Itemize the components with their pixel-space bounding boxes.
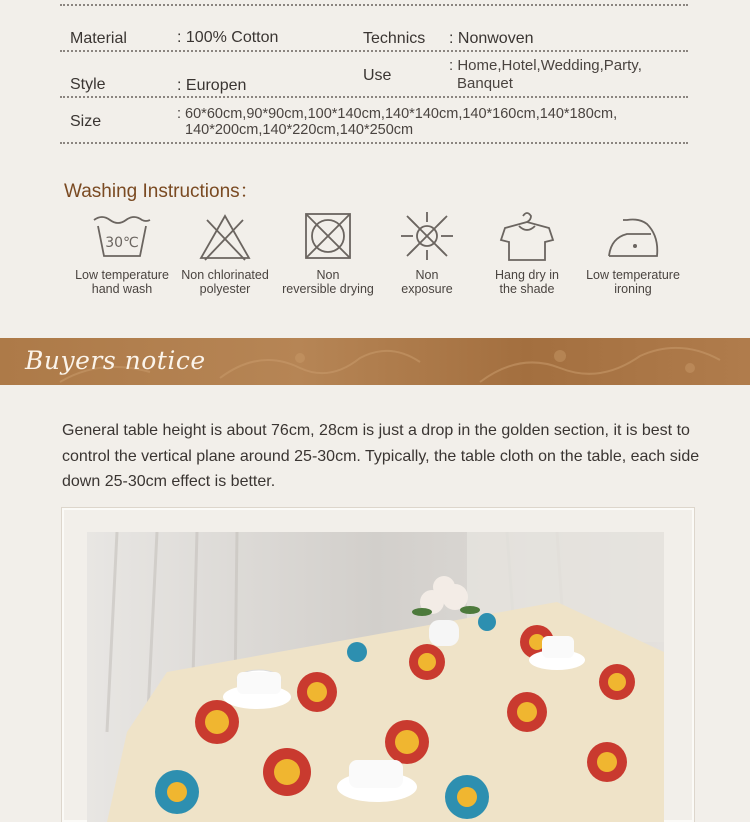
wash-label-line1: Low temperature bbox=[586, 268, 680, 282]
hang-dry-icon bbox=[495, 210, 559, 264]
wash-label bbox=[372, 268, 482, 296]
buyers-notice-banner bbox=[0, 338, 750, 385]
divider bbox=[60, 142, 688, 144]
spec-label-technics: Technics bbox=[363, 30, 426, 47]
spec-value-size-line2: 140*200cm,140*220cm,140*250cm bbox=[185, 122, 414, 138]
banner-title: Buyers notice bbox=[25, 346, 206, 375]
washing-instructions-title: Washing Instructions： bbox=[64, 181, 259, 202]
wash-item bbox=[67, 210, 177, 296]
spec-value-use-line2: Banquet bbox=[457, 75, 513, 92]
wash-item bbox=[578, 210, 688, 296]
no-tumble-dry-icon bbox=[296, 210, 360, 264]
spec-label-use: Use bbox=[363, 67, 392, 84]
wash-label bbox=[273, 268, 383, 296]
wash-label bbox=[578, 268, 688, 296]
tablecloth-illustration bbox=[87, 532, 664, 822]
wash-item bbox=[372, 210, 482, 296]
iron-low-icon bbox=[601, 210, 665, 264]
spec-value-material: : 100% Cotton bbox=[177, 29, 279, 46]
wash-label-line2: ironing bbox=[614, 282, 652, 296]
wash-label-line2: reversible drying bbox=[282, 282, 374, 296]
no-sun-icon bbox=[395, 210, 459, 264]
wash-item bbox=[273, 210, 383, 296]
wash-label bbox=[67, 268, 177, 296]
wash-label-line1: Non chlorinated bbox=[181, 268, 269, 282]
wash-label-line1: Non bbox=[415, 268, 439, 282]
wash-temp-label: 30℃ bbox=[105, 235, 139, 251]
spec-label-style: Style bbox=[70, 76, 106, 93]
wash-item bbox=[170, 210, 280, 296]
wash-label-line2: exposure bbox=[401, 282, 453, 296]
tablecloth-photo bbox=[87, 532, 664, 822]
divider bbox=[60, 4, 688, 6]
wash-label-line2: the shade bbox=[499, 282, 555, 296]
wash-label-line2: hand wash bbox=[91, 282, 153, 296]
wash-label-line2: polyester bbox=[199, 282, 251, 296]
wash-label-line1: Low temperature bbox=[75, 268, 169, 282]
no-bleach-icon bbox=[193, 210, 257, 264]
buyers-notice-text: General table height is about 76cm, 28cm is just a drop in the golden section, it is best to control the vertical plane around 25-30cm. Typically, the table cloth on the table, each side down 25-30cm effect is better. bbox=[62, 422, 700, 490]
wash-label-line1: Hang dry in bbox=[495, 268, 559, 282]
spec-value-size-line1: : 60*60cm,90*90cm,100*140cm,140*140cm,140*160cm,140*180cm, bbox=[177, 106, 618, 122]
spec-label-material: Material bbox=[70, 30, 127, 47]
wash-label bbox=[472, 268, 582, 296]
divider bbox=[60, 50, 688, 52]
wash-label bbox=[170, 268, 280, 296]
divider bbox=[60, 96, 688, 98]
spec-value-technics: : Nonwoven bbox=[449, 30, 534, 47]
spec-label-size: Size bbox=[70, 113, 102, 130]
spec-value-use-line1: : Home,Hotel,Wedding,Party, bbox=[449, 57, 642, 74]
wash-label-line1: Non bbox=[316, 268, 340, 282]
spec-value-style: : Europen bbox=[177, 77, 247, 94]
wash-30-icon bbox=[90, 210, 154, 264]
wash-item bbox=[472, 210, 582, 296]
